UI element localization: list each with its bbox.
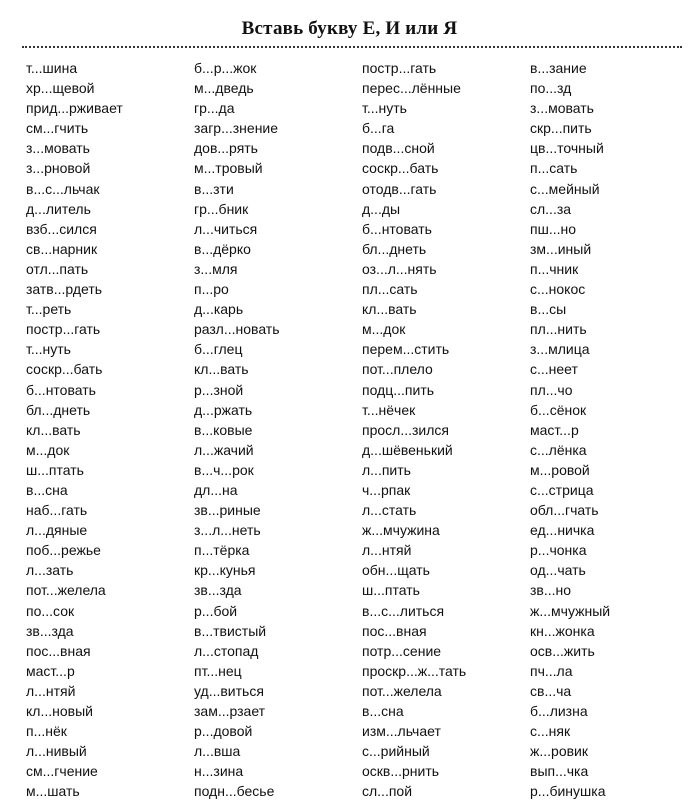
word-item: л...стопад xyxy=(194,642,259,659)
word-item: ж...ровик xyxy=(530,743,588,760)
word-item: обл...гчать xyxy=(530,502,599,519)
word-item: ж...мчужный xyxy=(530,602,611,619)
word-item: л...пить xyxy=(362,461,411,478)
word-item: п...тёрка xyxy=(194,542,250,559)
word-item: в...сна xyxy=(26,481,68,498)
word-item: гр...да xyxy=(194,100,235,117)
word-item: кл...новый xyxy=(26,703,93,719)
word-item: пос...вная xyxy=(362,622,427,639)
word-item: пот...плело xyxy=(362,361,433,378)
word-item: н...зина xyxy=(194,763,244,780)
word-item: пос...вная xyxy=(26,642,91,659)
word-item: пт...нец xyxy=(194,662,242,679)
word-item: пл...сать xyxy=(362,281,418,298)
word-item: л...жачий xyxy=(194,441,254,458)
word-item: б...га xyxy=(362,120,395,137)
word-item: зам...рзает xyxy=(194,703,266,719)
word-item: с...рийный xyxy=(362,743,430,760)
word-item: р...довой xyxy=(194,723,253,740)
word-item: т...шина xyxy=(26,60,78,76)
word-item: взб...сился xyxy=(26,220,97,237)
word-item: л...вша xyxy=(194,743,241,760)
word-item: в...зание xyxy=(530,60,587,76)
word-item: сл...за xyxy=(530,200,572,217)
word-item: в...ч...рок xyxy=(194,461,254,478)
word-item: кл...вать xyxy=(26,421,81,438)
word-item: потр...сение xyxy=(362,642,442,659)
word-item: см...гчение xyxy=(26,763,98,780)
word-item: з...мовать xyxy=(26,140,90,157)
word-item: бл...днеть xyxy=(362,240,427,257)
word-item: гр...бник xyxy=(194,200,249,217)
word-item: п...сать xyxy=(530,160,578,177)
word-item: м...шать xyxy=(26,783,80,800)
word-item: в...сы xyxy=(530,301,567,318)
word-item: кр...кунья xyxy=(194,562,256,579)
word-item: просл...зился xyxy=(362,421,449,438)
word-item: см...гчить xyxy=(26,120,89,137)
word-item: т...нуть xyxy=(362,100,407,117)
word-item: кл...вать xyxy=(362,301,417,318)
word-item: поб...режье xyxy=(26,542,101,559)
word-item: подн...бесье xyxy=(194,783,275,800)
word-item: ж...мчужина xyxy=(362,522,440,539)
word-item: по...зд xyxy=(530,80,572,97)
word-item: перес...лённые xyxy=(362,80,461,97)
word-item: пл...нить xyxy=(530,321,587,338)
word-item: оз...л...нять xyxy=(362,260,437,277)
word-item: обн...щать xyxy=(362,562,430,579)
word-item: м...тровый xyxy=(194,160,263,177)
word-item: кн...жонка xyxy=(530,622,595,639)
word-item: скр...пить xyxy=(530,120,592,137)
word-item: пч...ла xyxy=(530,662,573,679)
word-item: изм...льчает xyxy=(362,723,441,740)
word-item: зм...иный xyxy=(530,240,592,257)
word-item: з...л...неть xyxy=(194,522,261,539)
word-item: с...мейный xyxy=(530,180,600,197)
word-item: отодв...гать xyxy=(362,180,437,197)
word-item: соскр...бать xyxy=(362,160,439,177)
word-item: соскр...бать xyxy=(26,361,103,378)
word-item: л...читься xyxy=(194,220,258,237)
word-item: з...мовать xyxy=(530,100,594,117)
word-item: т...нуть xyxy=(26,341,71,358)
word-item: зв...зда xyxy=(194,582,242,599)
word-item: с...лёнка xyxy=(530,441,587,458)
word-item: б...нтовать xyxy=(26,381,96,398)
word-item: з...рновой xyxy=(26,160,91,177)
word-item: пот...желела xyxy=(362,682,442,699)
word-item: в...сна xyxy=(362,703,404,719)
word-item: д...литель xyxy=(26,200,91,217)
word-item: р...бой xyxy=(194,602,238,619)
word-item: постр...гать xyxy=(26,321,101,338)
word-item: перем...стить xyxy=(362,341,450,358)
word-item: п...ро xyxy=(194,281,229,298)
word-item: отл...пать xyxy=(26,260,89,277)
word-item: сл...пой xyxy=(362,783,413,800)
word-item: р...бинушка xyxy=(530,783,606,800)
word-item: в...с...литься xyxy=(362,602,445,619)
word-item: р...зной xyxy=(194,381,244,398)
word-item: разл...новать xyxy=(194,321,280,338)
word-item: ш...птать xyxy=(26,461,84,478)
word-item: подц...пить xyxy=(362,381,435,398)
word-item: с...неет xyxy=(530,361,578,378)
word-item: л...нтяй xyxy=(26,682,76,699)
word-item: св...нарник xyxy=(26,240,98,257)
word-item: в...твистый xyxy=(194,622,267,639)
word-item: з...млица xyxy=(530,341,590,358)
word-item: подв...сной xyxy=(362,140,435,157)
word-item: д...карь xyxy=(194,301,244,318)
word-grid xyxy=(26,58,680,801)
word-item: цв...точный xyxy=(530,140,604,157)
word-item: затв...рдеть xyxy=(26,281,103,298)
word-item: ч...рпак xyxy=(362,481,411,498)
word-item: зв...зда xyxy=(26,622,74,639)
word-item: кл...вать xyxy=(194,361,249,378)
word-item: р...чонка xyxy=(530,542,587,559)
word-item: загр...знение xyxy=(194,120,279,137)
word-item: д...ды xyxy=(362,200,401,217)
word-item: св...ча xyxy=(530,682,572,699)
word-item: проскр...ж...тать xyxy=(362,662,467,679)
word-item: хр...щевой xyxy=(26,80,95,97)
word-item: б...сёнок xyxy=(530,401,587,418)
word-item: б...глец xyxy=(194,341,243,358)
word-item: л...дяные xyxy=(26,522,88,539)
word-item: пл...чо xyxy=(530,381,573,398)
word-item: б...нтовать xyxy=(362,220,432,237)
word-item: т...реть xyxy=(26,301,72,318)
word-item: осв...жить xyxy=(530,642,595,659)
word-item: дов...рять xyxy=(194,140,258,157)
word-item: л...нивый xyxy=(26,743,87,760)
word-item: м...дведь xyxy=(194,80,254,97)
page-title: Вставь букву Е, И или Я xyxy=(241,18,458,39)
word-item: оскв...рнить xyxy=(362,763,440,780)
word-item: наб...гать xyxy=(26,502,88,519)
word-item: по...сок xyxy=(26,602,75,619)
word-item: з...мля xyxy=(194,260,238,277)
word-item: в...ковые xyxy=(194,421,253,438)
word-item: п...чник xyxy=(530,260,579,277)
word-item: л...нтяй xyxy=(362,542,412,559)
word-item: с...стрица xyxy=(530,481,594,498)
word-item: вып...чка xyxy=(530,763,589,780)
word-item: в...с...льчак xyxy=(26,180,100,197)
word-item: с...няк xyxy=(530,723,571,740)
word-item: м...док xyxy=(362,321,406,338)
word-item: зв...риные xyxy=(194,502,261,519)
word-item: ш...птать xyxy=(362,582,420,599)
word-item: бл...днеть xyxy=(26,401,91,418)
word-item: маст...р xyxy=(530,421,579,438)
word-item: в...дёрко xyxy=(194,240,251,257)
word-item: м...док xyxy=(26,441,70,458)
word-item: ед...ничка xyxy=(530,522,595,539)
word-item: маст...р xyxy=(26,662,75,679)
word-item: д...шёвенький xyxy=(362,441,453,458)
word-item: пот...желела xyxy=(26,582,106,599)
word-item: б...лизна xyxy=(530,703,588,719)
word-item: прид...рживает xyxy=(26,100,123,117)
word-item: в...зти xyxy=(194,180,234,197)
word-item: л...зать xyxy=(26,562,74,579)
word-item: дл...на xyxy=(194,481,238,498)
word-item: с...нокос xyxy=(530,281,586,298)
word-item: пш...но xyxy=(530,220,576,237)
word-item: т...нёчек xyxy=(362,401,416,418)
word-item: д...ржать xyxy=(194,401,253,418)
word-item: м...ровой xyxy=(530,461,590,478)
word-item: од...чать xyxy=(530,562,586,579)
word-item: уд...виться xyxy=(194,682,264,699)
word-item: зв...но xyxy=(530,582,572,599)
title-divider xyxy=(22,46,682,48)
word-item: л...стать xyxy=(362,502,417,519)
word-item: постр...гать xyxy=(362,60,437,76)
word-item: п...нёк xyxy=(26,723,67,740)
word-item: б...р...жок xyxy=(194,60,257,76)
